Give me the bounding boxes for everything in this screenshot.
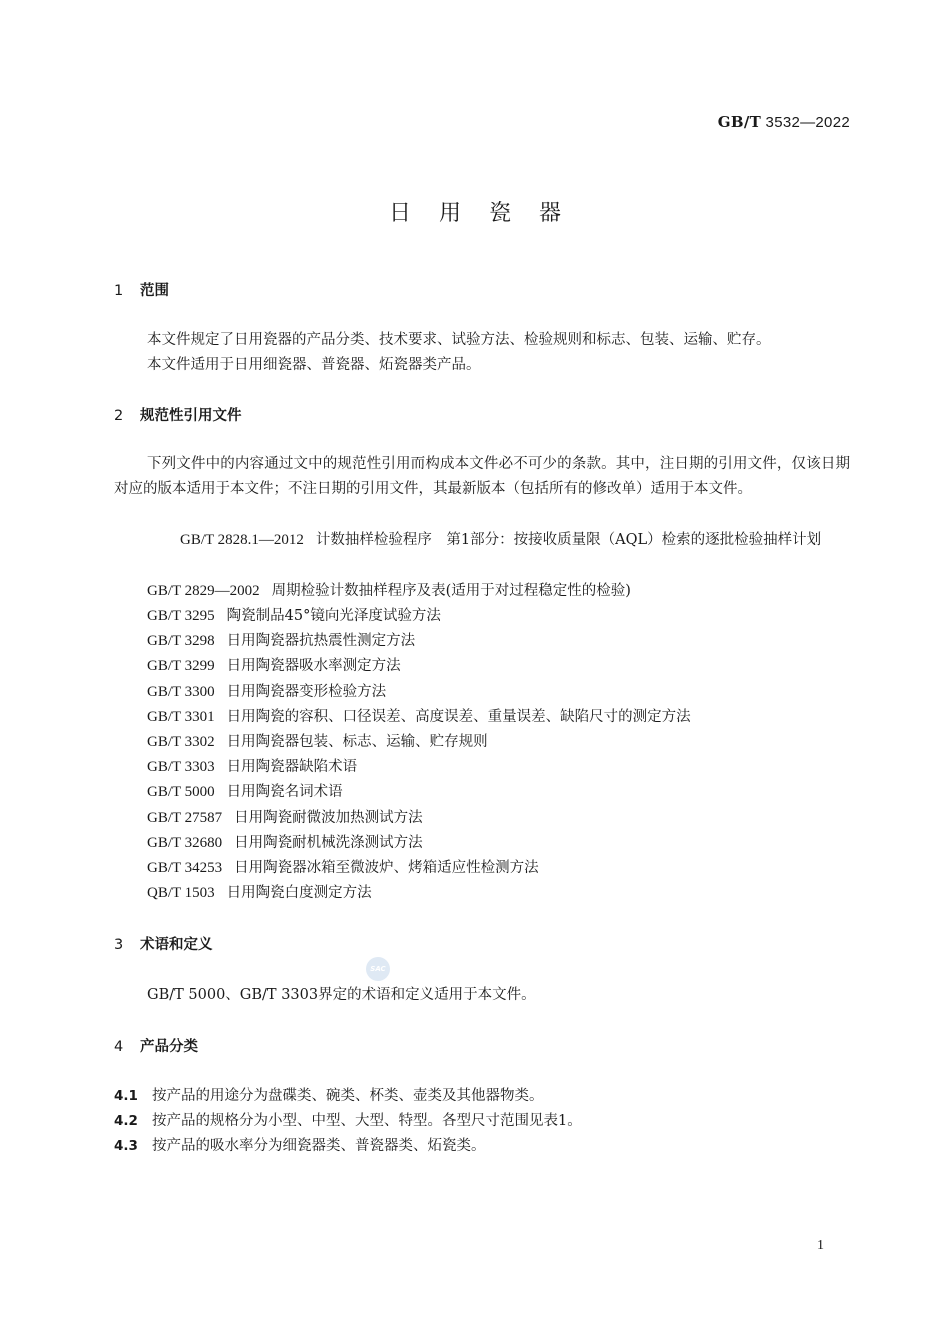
reference-code: GB/T 3303 xyxy=(147,759,215,775)
section-title: 产品分类 xyxy=(140,1039,198,1055)
clause-number: 4.2 xyxy=(114,1113,138,1129)
paragraph: 本文件规定了日用瓷器的产品分类、技术要求、试验方法、检验规则和标志、包装、运输、贮存。 xyxy=(147,332,771,348)
reference-item xyxy=(147,654,401,675)
section-2-heading xyxy=(114,404,242,425)
reference-item xyxy=(147,780,343,801)
reference-code: GB/T 3295 xyxy=(147,608,215,624)
section-1-heading xyxy=(114,279,169,300)
page-number: 1 xyxy=(817,1238,824,1253)
clause xyxy=(114,1084,544,1105)
reference-code: QB/T 1503 xyxy=(147,885,215,901)
section-title: 规范性引用文件 xyxy=(140,408,242,424)
reference-title: 日用陶瓷耐微波加热测试方法 xyxy=(234,810,423,826)
reference-title: 日用陶瓷耐机械洗涤测试方法 xyxy=(234,835,423,851)
reference-code: GB/T 3298 xyxy=(147,633,215,649)
references-intro: 下列文件中的内容通过文中的规范性引用而构成本文件必不可少的条款。其中，注日期的引用文件，仅该日期对应的版本适用于本文件；不注日期的引用文件，其最新版本（包括所有的修改单）适用于本文件。 xyxy=(114,456,850,497)
section-3-heading xyxy=(114,933,213,954)
section-number: 3 xyxy=(114,937,124,953)
section-title: 范围 xyxy=(140,283,169,299)
reference-item xyxy=(114,528,850,553)
reference-title: 日用陶瓷的容积、口径误差、高度误差、重量误差、缺陷尺寸的测定方法 xyxy=(226,709,691,725)
paragraph: 本文件适用于日用细瓷器、普瓷器、炻瓷器类产品。 xyxy=(147,357,481,373)
clause-number: 4.1 xyxy=(114,1088,138,1104)
clause-text: 按产品的规格分为小型、中型、大型、特型。各型尺寸范围见表1。 xyxy=(152,1113,582,1129)
reference-code: GB/T 3302 xyxy=(147,734,215,750)
reference-code: GB/T 2828.1—2012 xyxy=(180,532,304,548)
clause xyxy=(114,1109,582,1130)
reference-item xyxy=(147,755,357,776)
reference-title: 日用陶瓷器吸水率测定方法 xyxy=(226,658,401,674)
sac-watermark: SAC xyxy=(366,957,390,981)
reference-item xyxy=(147,680,386,701)
reference-code: GB/T 3300 xyxy=(147,684,215,700)
reference-code: GB/T 3299 xyxy=(147,658,215,674)
standard-code xyxy=(718,113,850,131)
reference-item xyxy=(147,579,631,600)
section-title: 术语和定义 xyxy=(140,937,213,953)
clause-text: 按产品的吸水率分为细瓷器类、普瓷器类、炻瓷类。 xyxy=(152,1138,486,1154)
reference-title: 日用陶瓷器冰箱至微波炉、烤箱适应性检测方法 xyxy=(234,860,539,876)
section-number: 2 xyxy=(114,408,124,424)
clause-number: 4.3 xyxy=(114,1138,138,1154)
reference-code: GB/T 5000 xyxy=(147,784,215,800)
section-number: 4 xyxy=(114,1039,124,1055)
reference-title: 计数抽样检验程序 第1部分：按接收质量限（AQL）检索的逐批检验抽样计划 xyxy=(315,532,822,548)
reference-code: GB/T 2829—2002 xyxy=(147,583,260,599)
reference-item xyxy=(147,629,415,650)
reference-title: 日用陶瓷器抗热震性测定方法 xyxy=(226,633,416,649)
reference-code: GB/T 32680 xyxy=(147,835,223,851)
clause-text: 按产品的用途分为盘碟类、碗类、杯类、壶类及其他器物类。 xyxy=(152,1088,544,1104)
standard-prefix: GB/T xyxy=(717,113,762,131)
reference-item xyxy=(147,881,372,902)
reference-item xyxy=(147,856,539,877)
reference-item xyxy=(147,806,423,827)
clause xyxy=(114,1134,486,1155)
standard-number: 3532—2022 xyxy=(765,114,850,131)
reference-title: 日用陶瓷白度测定方法 xyxy=(226,885,372,901)
reference-code: GB/T 27587 xyxy=(147,810,223,826)
reference-title: 日用陶瓷名词术语 xyxy=(226,784,343,800)
document-title: 日用瓷器 xyxy=(388,201,589,226)
reference-code: GB/T 3301 xyxy=(147,709,215,725)
reference-title: 陶瓷制品45°镜向光泽度试验方法 xyxy=(226,608,441,624)
reference-title: 日用陶瓷器包装、标志、运输、贮存规则 xyxy=(226,734,488,750)
section-4-heading xyxy=(114,1035,198,1056)
reference-item xyxy=(147,831,423,852)
reference-title: 日用陶瓷器缺陷术语 xyxy=(226,759,358,775)
paragraph: GB/T 5000、GB/T 3303界定的术语和定义适用于本文件。 xyxy=(147,987,536,1003)
reference-item xyxy=(147,730,488,751)
reference-code: GB/T 34253 xyxy=(147,860,223,876)
reference-item xyxy=(147,705,691,726)
section-number: 1 xyxy=(114,283,124,299)
reference-title: 日用陶瓷器变形检验方法 xyxy=(226,684,387,700)
reference-title: 周期检验计数抽样程序及表(适用于对过程稳定性的检验) xyxy=(271,583,631,599)
reference-item xyxy=(147,604,441,625)
